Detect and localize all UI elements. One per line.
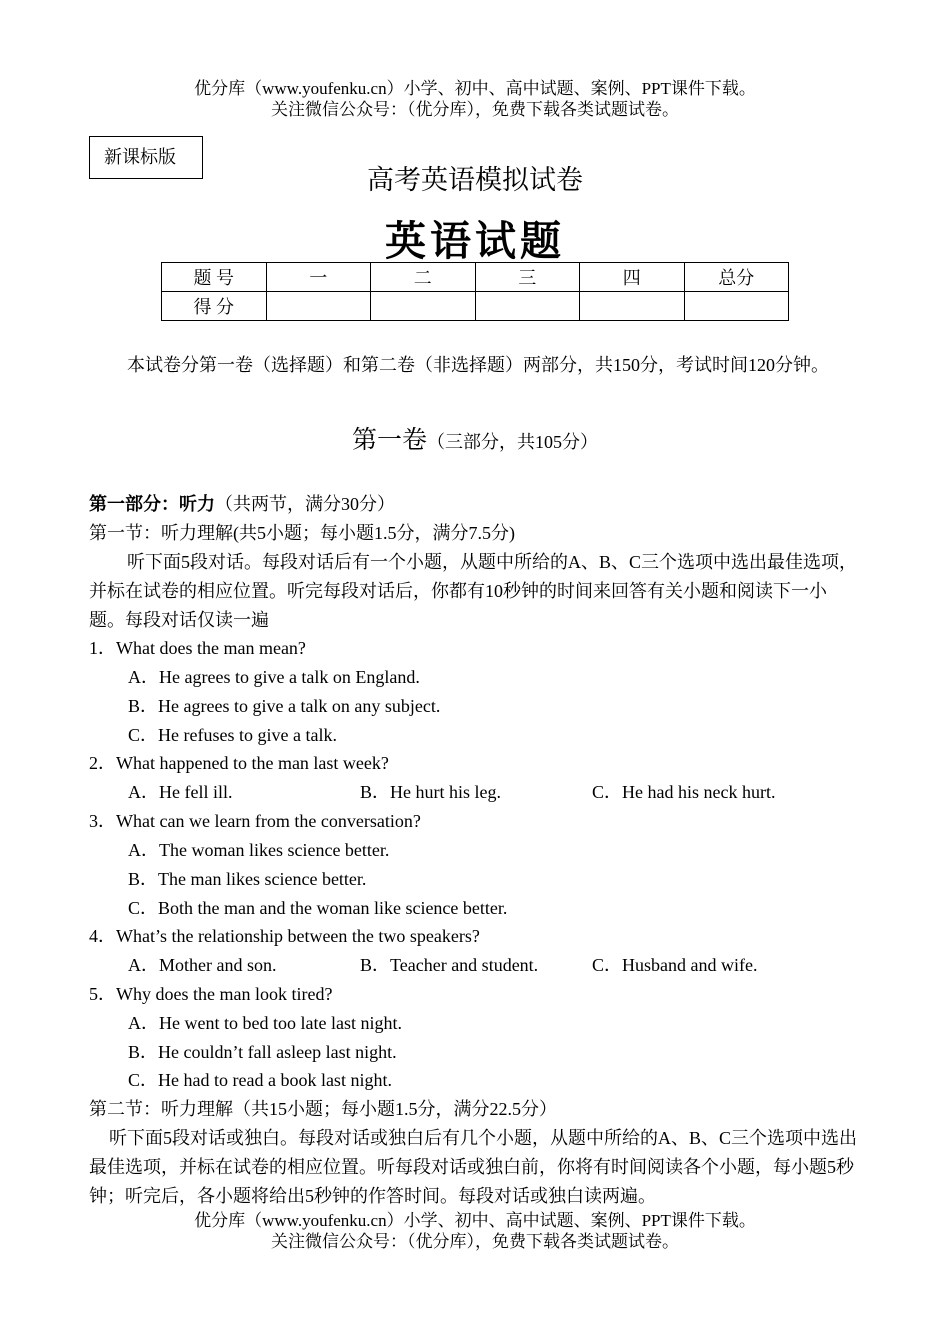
question-3-option-b[interactable]: B．The man likes science better.	[128, 869, 367, 889]
question-2-option-a[interactable]: A．He fell ill.	[128, 782, 233, 802]
question-5-stem: 5．Why does the man look tired?	[89, 984, 333, 1004]
question-4-option-c[interactable]: C．Husband and wife.	[592, 955, 758, 975]
score-input-cell[interactable]	[371, 292, 476, 321]
question-1-option-b[interactable]: B．He agrees to give a talk on any subject.	[128, 696, 441, 716]
score-input-cell[interactable]	[266, 292, 371, 321]
main-title: 英语试题	[385, 217, 565, 265]
question-1-option-c[interactable]: C．He refuses to give a talk.	[128, 725, 337, 745]
header-promo-line-2: 关注微信公众号：（优分库），免费下载各类试题试卷。	[271, 100, 679, 119]
footer-promo-line-1: 优分库（www.youfenku.cn）小学、初中、高中试题、案例、PPT课件下载。	[194, 1211, 756, 1230]
score-cell-total: 总分	[684, 263, 789, 292]
question-2-option-b[interactable]: B．He hurt his leg.	[360, 782, 501, 802]
question-3-option-c[interactable]: C．Both the man and the woman like science better.	[128, 898, 508, 918]
part1-note: （共两节，满分30分）	[215, 494, 395, 514]
question-3-stem: 3．What can we learn from the conversation?	[89, 811, 421, 831]
score-input-cell[interactable]	[580, 292, 685, 321]
question-5-option-b[interactable]: B．He couldn’t fall asleep last night.	[128, 1042, 397, 1062]
question-5-option-a[interactable]: A．He went to bed too late last night.	[128, 1013, 402, 1033]
question-5-option-c[interactable]: C．He had to read a book last night.	[128, 1070, 392, 1090]
question-1-option-a[interactable]: A．He agrees to give a talk on England.	[128, 667, 420, 687]
part1-title: 第一部分：听力	[89, 494, 215, 514]
section1-instructions: 听下面5段对话。每段对话后有一个小题，从题中所给的A、B、C三个选项中选出最佳选项，并标在试卷的相应位置。听完每段对话后，你都有10秒钟的时间来回答有关小题和阅读下一小题。每段对话仅读一遍	[89, 552, 858, 630]
part1-heading	[89, 490, 869, 519]
section2-instructions: 听下面5段对话或独白。每段对话或独白后有几个小题，从题中所给的A、B、C三个选项中选出最佳选项，并标在试卷的相应位置。听每段对话或独白前，你将有时间阅读各个小题，每小题5秒钟；听完后，各小题将给出5秒钟的作答时间。每段对话或独白读两遍。	[89, 1128, 858, 1206]
score-table-score-row	[162, 292, 789, 321]
score-input-cell[interactable]	[684, 292, 789, 321]
edition-label: 新课标版	[104, 147, 176, 167]
score-table-header-row	[162, 263, 789, 292]
score-input-cell[interactable]	[475, 292, 580, 321]
intro-paragraph: 本试卷分第一卷（选择题）和第二卷（非选择题）两部分，共150分，考试时间120分钟。	[127, 355, 829, 375]
footer-promo-line-2: 关注微信公众号：（优分库），免费下载各类试题试卷。	[271, 1232, 679, 1251]
score-cell-label: 题 号	[162, 263, 267, 292]
question-1-stem: 1．What does the man mean?	[89, 638, 306, 658]
volume-heading	[0, 420, 950, 456]
score-cell-part3: 三	[475, 263, 580, 292]
volume-title: 第一卷	[351, 427, 427, 454]
score-row-label: 得 分	[162, 292, 267, 321]
question-4-stem: 4．What’s the relationship between the two speakers?	[89, 926, 480, 946]
question-4-option-b[interactable]: B．Teacher and student.	[360, 955, 539, 975]
question-3-option-a[interactable]: A．The woman likes science better.	[128, 840, 390, 860]
question-2-stem: 2．What happened to the man last week?	[89, 753, 389, 773]
section1-title: 第一节：听力理解(共5小题；每小题1.5分，满分7.5分)	[89, 523, 515, 543]
header-promo-line-1: 优分库（www.youfenku.cn）小学、初中、高中试题、案例、PPT课件下载。	[194, 79, 756, 98]
score-cell-part4: 四	[580, 263, 685, 292]
volume-note: （三部分，共105分）	[427, 432, 598, 452]
score-table	[161, 262, 789, 321]
question-4-option-a[interactable]: A．Mother and son.	[128, 955, 277, 975]
exam-title: 高考英语模拟试卷	[367, 165, 583, 196]
question-2-option-c[interactable]: C．He had his neck hurt.	[592, 782, 776, 802]
section2-title: 第二节：听力理解（共15小题；每小题1.5分，满分22.5分）	[89, 1099, 557, 1119]
score-cell-part2: 二	[371, 263, 476, 292]
score-cell-part1: 一	[266, 263, 371, 292]
